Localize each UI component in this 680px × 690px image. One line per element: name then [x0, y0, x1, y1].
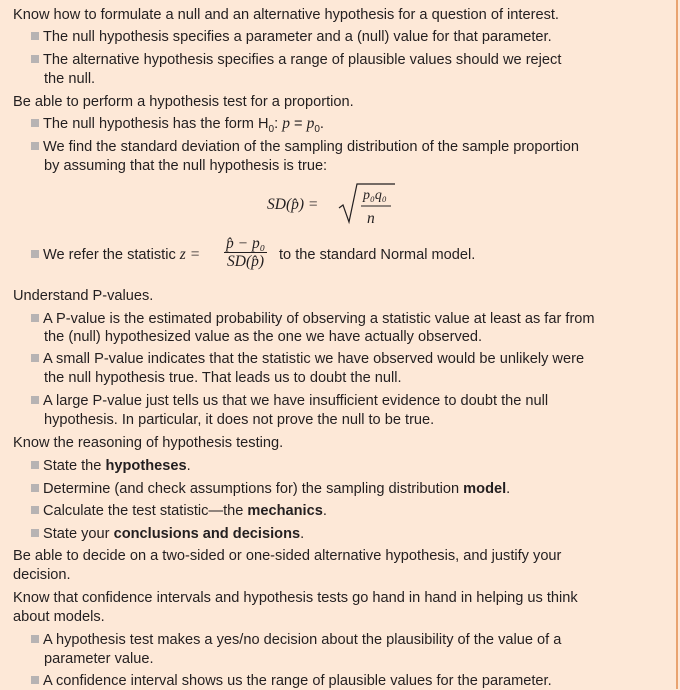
s2-bullet-3-post: to the standard Normal model.	[279, 247, 476, 263]
bullet-icon	[31, 314, 39, 322]
bullet-icon	[31, 396, 39, 404]
s6-line-1: Know that confidence intervals and hypothesis tests go hand in hand in helping us think	[13, 590, 578, 606]
s1-heading: Know how to formulate a null and an alternative hypothesis for a question of interest.	[13, 7, 559, 23]
sd-formula-lhs: SD(p̂) =	[267, 196, 319, 213]
s4-heading: Know the reasoning of hypothesis testing.	[13, 435, 284, 451]
s1-bullet-2: The alternative hypothesis specifies a range of plausible values should we reject	[31, 51, 561, 69]
z-denominator: SD(p̂)	[224, 252, 267, 270]
bullet-icon	[31, 529, 39, 537]
s3-bullet-3: A large P-value just tells us that we have insufficient evidence to doubt the null	[31, 392, 548, 410]
s3-bullet-1: A P-value is the estimated probability of observing a statistic value at least as far from	[31, 310, 595, 328]
s1-bullet-1: The null hypothesis specifies a parameter and a (null) value for that parameter.	[31, 28, 552, 46]
bullet-icon	[31, 142, 39, 150]
s6-bullet-1: A hypothesis test makes a yes/no decision about the plausibility of the value of a	[31, 631, 561, 649]
bullet-icon	[31, 32, 39, 40]
s3-bullet-2: A small P-value indicates that the statistic we have observed would be unlikely were	[31, 350, 584, 368]
s6-line-2: about models.	[13, 609, 105, 625]
bullet-icon	[31, 676, 39, 684]
bullet-icon	[31, 635, 39, 643]
s6-bullet-1-cont: parameter value.	[44, 651, 154, 667]
sd-denominator: n	[367, 210, 375, 227]
bullet-icon	[31, 119, 39, 127]
s3-bullet-1-cont: the (null) hypothesized value as the one we have actually observed.	[44, 329, 483, 345]
bullet-icon	[31, 506, 39, 514]
sd-numerator: p₀q₀	[363, 188, 387, 203]
s2-bullet-2-cont: by assuming that the null hypothesis is true:	[44, 158, 328, 174]
s6-bullet-2: A confidence interval shows us the range of plausible values for the parameter.	[31, 672, 552, 690]
s2-heading: Be able to perform a hypothesis test for a proportion.	[13, 94, 354, 110]
bullet-icon	[31, 354, 39, 362]
s4-bullet-1: State the hypotheses.	[31, 457, 191, 475]
z-numerator: p̂ − p₀	[226, 235, 266, 252]
bullet-icon	[31, 461, 39, 469]
bullet-icon	[31, 55, 39, 63]
s3-bullet-3-cont: hypothesis. In particular, it does not prove the null to be true.	[44, 412, 435, 428]
s3-heading: Understand P-values.	[13, 288, 154, 304]
s4-bullet-2: Determine (and check assumptions for) the sampling distribution model.	[31, 480, 510, 498]
bullet-icon	[31, 250, 39, 258]
s5-line-2: decision.	[13, 567, 71, 583]
s1-bullet-2-cont: the null.	[44, 71, 96, 87]
s5-line-1: Be able to decide on a two-sided or one-sided alternative hypothesis, and justify your	[13, 548, 562, 564]
s2-bullet-2: We find the standard deviation of the sampling distribution of the sample proportion	[31, 138, 579, 156]
s4-bullet-4: State your conclusions and decisions.	[31, 525, 304, 543]
s2-bullet-1: The null hypothesis has the form $H_0$: $p = p_0$.	[31, 115, 324, 139]
s2-bullet-3: We refer the statistic z =	[31, 246, 200, 264]
s4-bullet-3: Calculate the test statistic—the mechanics.	[31, 502, 327, 520]
z-fraction	[224, 235, 267, 270]
s3-bullet-2-cont: the null hypothesis true. That leads us to doubt the null.	[44, 370, 402, 386]
bullet-icon	[31, 484, 39, 492]
